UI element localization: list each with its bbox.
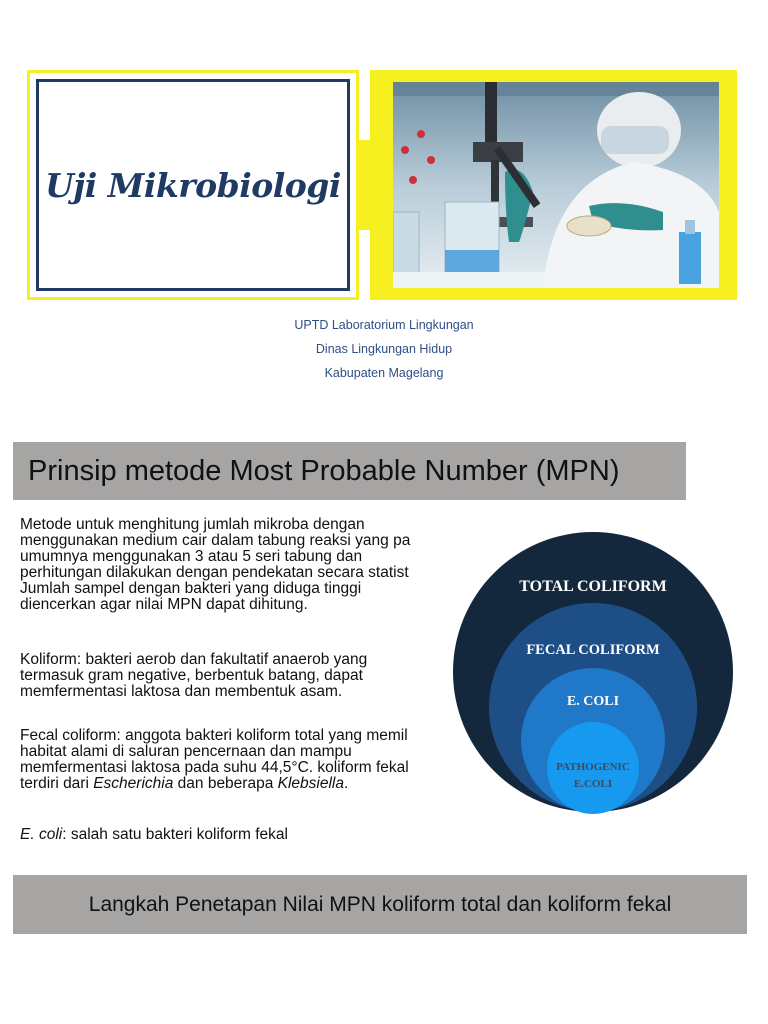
text-line: termasuk gram negative, berbentuk batang, dapat [20,667,363,684]
section2-heading-bar [13,875,747,934]
text-line: menggunakan medium cair dalam tabung reaksi yang pa [20,532,411,549]
label-pathogenic: PATHOGENIC [556,761,630,773]
label-e-coli: E. COLI [566,694,620,709]
text-line: umumnya menggunakan 3 atau 5 seri tabung dan [20,548,363,565]
paragraph-ecoli [20,827,440,843]
text-span: . [344,775,349,792]
paragraph-koliform [20,652,440,700]
text-line: Koliform: bakteri aerob dan fakultatif anaerob yang [20,652,368,668]
text-span: terdiri dari [20,775,94,792]
section2-heading: Langkah Penetapan Nilai MPN koliform total dan koliform fekal [88,892,672,916]
title-card-border [36,79,350,291]
paragraph-fecal-coliform [20,728,440,792]
label-pathogenic-e-coli: E.COLI [573,778,613,790]
lab-photo [393,82,719,288]
genus-klebsiella: Klebsiella [277,775,344,792]
coliform-nested-diagram [448,532,748,822]
text-line: habitat alami di saluran pencernaan dan mampu [20,743,352,760]
label-total-coliform: TOTAL COLIFORM [519,578,667,595]
genus-escherichia: Escherichia [93,775,174,792]
title-card [27,70,359,300]
term-ecoli: E. coli [20,827,63,843]
org-line-3: Kabupaten Magelang [324,366,444,380]
org-line-1: UPTD Laboratorium Lingkungan [294,318,474,332]
text-line: Metode untuk menghitung jumlah mikroba dengan [20,517,365,533]
cover-title: Uji Mikrobiologi [45,165,341,205]
text-span: dan beberapa [173,775,278,792]
org-line-2: Dinas Lingkungan Hidup [315,342,453,356]
section-heading-bar [13,442,686,500]
text-line: Fecal coliform: anggota bakteri koliform total yang memil [20,728,408,744]
text-span: : salah satu bakteri koliform fekal [62,827,288,843]
section-heading: Prinsip metode Most Probable Number (MPN) [28,454,620,487]
text-line: diencerkan agar nilai MPN dapat dihitung. [20,596,308,613]
paragraph-mpn-method [20,517,440,613]
text-line: memfermentasi laktosa pada suhu 44,5°C. koliform fekal [20,759,409,776]
text-line: memfermentasi laktosa dan membentuk asam. [20,683,343,700]
label-fecal-coliform: FECAL COLIFORM [526,642,660,658]
text-line: Jumlah sampel dengan bakteri yang diduga tinggi [20,580,362,597]
lab-scene-illustration [393,82,719,288]
text-line [20,776,440,792]
photo-frame [370,70,737,300]
text-line: perhitungan dilakukan dengan pendekatan secara statist [20,564,409,581]
